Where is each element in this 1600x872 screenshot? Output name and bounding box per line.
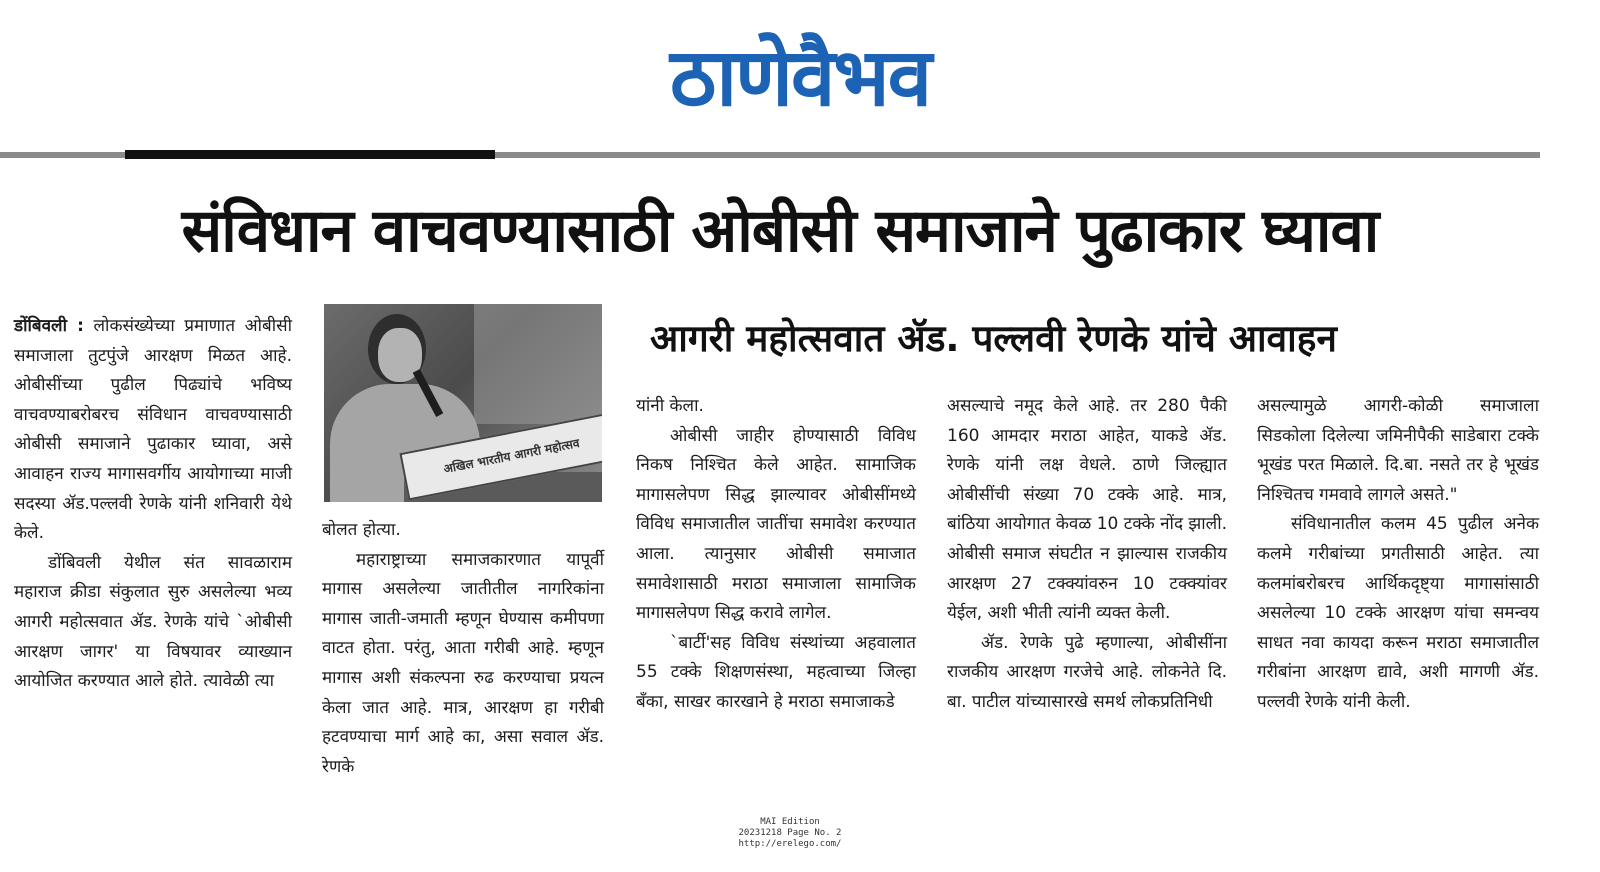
- column-2-paragraph-1: बोलत होत्या.: [322, 520, 401, 540]
- article-column-4: [947, 392, 1227, 718]
- edition-footer: [700, 817, 880, 850]
- edition-name: MAI Edition: [760, 817, 820, 827]
- masthead-accent-bar: [125, 150, 495, 159]
- article-column-1: [14, 312, 292, 697]
- article-subheadline: आगरी महोत्सवात ॲड. पल्लवी रेणके यांचे आवाहन: [650, 317, 1337, 360]
- edition-url: http://erelego.com/: [738, 839, 842, 849]
- article-column-2: [322, 516, 604, 782]
- article-column-5: [1257, 392, 1539, 718]
- column-4-paragraph-2: ॲड. रेणके पुढे म्हणाल्या, ओबीसींना राजकीय आरक्षण गरजेचे आहे. लोकनेते दि. बा. पाटील यांच्यासारखे समर्थ लोकप्रतिनिधी: [947, 632, 1227, 712]
- dateline: डोंबिवली :: [14, 316, 84, 336]
- article-headline: संविधान वाचवण्यासाठी ओबीसी समाजाने पुढाकार घ्यावा: [181, 196, 1379, 266]
- column-4-paragraph-1: असल्याचे नमूद केले आहे. तर 280 पैकी 160 आमदार मराठा आहेत, याकडे ॲड. रेणके यांनी लक्ष वेधले. ठाणे जिल्ह्यात ओबीसींची संख्या 70 टक्के आहे. मात्र, बांठिया आयोगात केवळ 10 टक्के नोंद झाली. ओबीसी समाज संघटीत न झाल्यास राजकीय आरक्षण 27 टक्क्यांवरुन 10 टक्क्यांवर येईल, अशी भीती त्यांनी व्यक्त केली.: [947, 396, 1227, 624]
- newspaper-masthead: ठाणेवैभव: [669, 31, 931, 124]
- speaker-photo: [324, 304, 602, 502]
- column-5-paragraph-1: असल्यामुळे आगरी-कोळी समाजाला सिडकोला दिलेल्या जमिनीपैकी साडेबारा टक्के भूखंड परत मिळाले. दि.बा. नसते तर हे भूखंड निश्चितच गमवावे लागले असते.": [1257, 396, 1539, 505]
- podium-banner: अखिल भारतीय आगरी महोत्सव: [399, 412, 602, 501]
- column-1-paragraph-1: लोकसंख्येच्या प्रमाणात ओबीसी समाजाला तुटपुंजे आरक्षण मिळत आहे. ओबीसींच्या पुढील पिढ्यांचे भविष्य वाचवण्याबरोबरच संविधान वाचवण्यासाठी ओबीसी समाजाने पुढाकार घ्यावा, असे आवाहन राज्य मागासवर्गीय आयोगाच्या माजी सदस्या ॲड.पल्लवी रेणके यांनी शनिवारी येथे केले.: [14, 316, 293, 544]
- column-3-paragraph-1: यांनी केला.: [636, 396, 704, 416]
- column-3-paragraph-3: `बार्टी'सह विविध संस्थांच्या अहवालात 55 टक्के शिक्षणसंस्था, महत्वाच्या जिल्हा बँका, साखर कारखाने हे मराठा समाजाकडे: [636, 632, 916, 712]
- edition-page: 20231218 Page No. 2: [738, 828, 842, 838]
- column-2-paragraph-2: महाराष्ट्राच्या समाजकारणात यापूर्वी मागास असलेल्या जातीतील नागरिकांना मागास जाती-जमाती म्हणून घेण्यास कमीपणा वाटत होता. परंतु, आता गरीबी आहे. म्हणून मागास अशी संकल्पना रुढ करण्याचा प्रयत्न केला जात आहे. मात्र, आरक्षण हा गरीबी हटवण्याचा मार्ग आहे का, असा सवाल ॲड. रेणके: [322, 549, 604, 777]
- column-1-paragraph-2: डोंबिवली येथील संत सावळाराम महाराज क्रीडा संकुलात सुरु असलेल्या भव्य आगरी महोत्सवात ॲड. रेणके यांचे `ओबीसी आरक्षण जागर' या विषयावर व्याख्यान आयोजित करण्यात आले होते. त्यावेळी त्या: [14, 552, 292, 692]
- column-3-paragraph-2: ओबीसी जाहीर होण्यासाठी विविध निकष निश्चित केले आहेत. सामाजिक मागासलेपण सिद्ध झाल्यावर ओबीसींमध्ये विविध समाजातील जातींचा समावेश करण्यात आला. त्यानुसार ओबीसी समाजात समावेशासाठी मराठा समाजाला सामाजिक मागासलेपण सिद्ध करावे लागेल.: [636, 425, 916, 624]
- article-column-3: [636, 392, 916, 718]
- column-5-paragraph-2: संविधानातील कलम 45 पुढील अनेक कलमे गरीबांच्या प्रगतीसाठी आहेत. त्या कलमांबरोबरच आर्थिकदृष्ट्या मागासांसाठी असलेल्या 10 टक्के आरक्षण यांचा समन्वय साधत नवा कायदा करून मराठा समाजातील गरीबांना आरक्षण द्यावे, अशी मागणी ॲड. पल्लवी रेणके यांनी केली.: [1257, 514, 1539, 712]
